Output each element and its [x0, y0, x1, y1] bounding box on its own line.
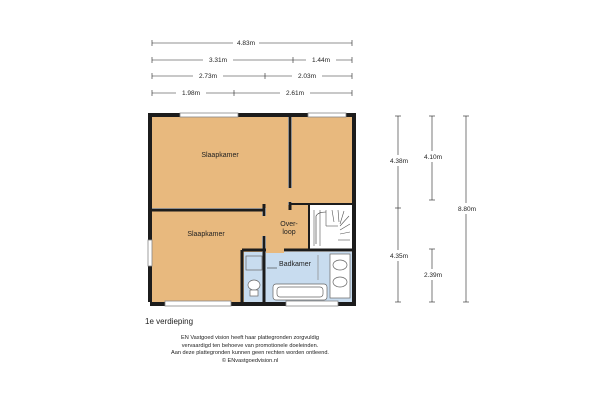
- dim-height-d: 2.39m: [423, 272, 443, 279]
- disclaimer-line: EN Vastgoed vision heeft haar plattegronden zorgvuldig: [181, 335, 319, 341]
- dim-width-b: 1.44m: [311, 57, 331, 64]
- floor-label: 1e verdieping: [145, 317, 194, 326]
- dim-width-c: 2.73m: [198, 73, 218, 80]
- dim-width-d: 2.03m: [297, 73, 317, 80]
- disclaimer-line: Aan deze plattegronden kunnen geen rechten worden ontleend.: [171, 350, 329, 357]
- dim-height-a: 4.38m: [389, 158, 409, 165]
- bedroom-top-door: [268, 208, 286, 213]
- bathroom-label: Badkamer: [279, 261, 311, 268]
- dim-width-a: 3.31m: [208, 57, 228, 64]
- toilet-icon: [248, 280, 260, 290]
- bedroom-top: [152, 117, 288, 208]
- bedroom-door: [262, 216, 267, 236]
- dim-width-f: 2.61m: [285, 90, 305, 97]
- dim-total-width: 4.83m: [236, 40, 256, 47]
- storage-room: [292, 117, 352, 203]
- disclaimer-line: © ENvastgoedvision.nl: [221, 357, 279, 364]
- landing-label-line2: loop: [282, 229, 296, 236]
- bedroom-top-label: Slaapkamer: [201, 152, 239, 159]
- bathroom-door: [266, 247, 284, 253]
- dim-width-e: 1.98m: [181, 90, 201, 97]
- dim-height-b: 4.10m: [423, 154, 443, 161]
- storage-door: [288, 188, 293, 202]
- disclaimer: [120, 335, 380, 365]
- disclaimer-line: vervaardigd ten behoeve van promotionele doeleinden.: [181, 342, 319, 349]
- bedroom-bottom-label: Slaapkamer: [187, 231, 225, 238]
- landing-label-line1: Over-: [280, 221, 298, 228]
- dim-height-c: 4.35m: [389, 253, 409, 260]
- dim-total-height: 8.80m: [457, 206, 477, 213]
